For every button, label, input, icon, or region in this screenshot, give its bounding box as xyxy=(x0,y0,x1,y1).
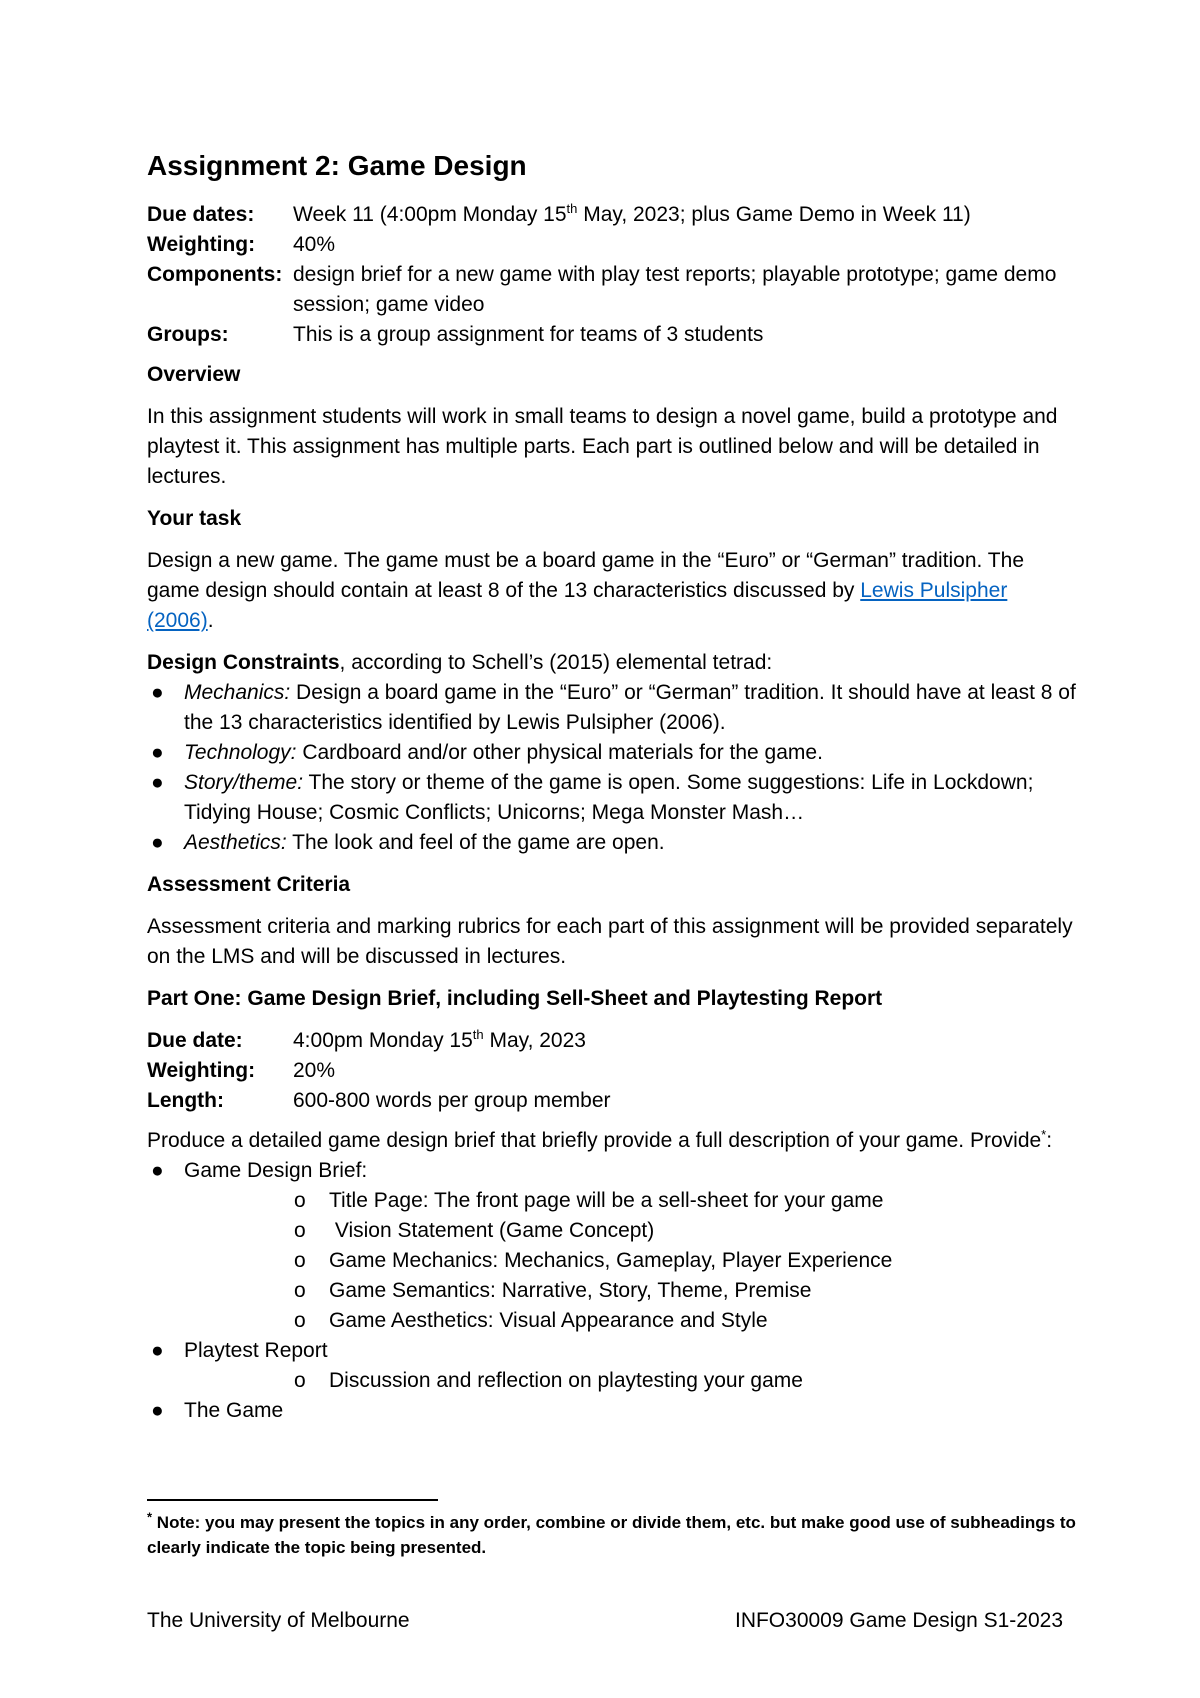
task-text: Design a new game. The game must be a board game in the “Euro” or “German” tradition. The game design should contain at least 8 of the 13 characteristics discussed by Lewis Pulsipher (2006). xyxy=(147,549,1024,632)
part-one-weighting-value: 20% xyxy=(293,1059,336,1082)
list-item: o Game Semantics: Narrative, Story, Theme, Premise xyxy=(184,1276,1077,1306)
constraints-heading: Design Constraints, according to Schell’s (2015) elemental tetrad: xyxy=(147,651,773,674)
playtest-sublist xyxy=(184,1366,1077,1396)
meta-row-due xyxy=(147,200,1077,230)
list-item: ● Game Design Brief: o Title Page: The front page will be a sell-sheet for your game o Vision Statement (Game Concept) o Game Mechanics: Mechanics, Gameplay, Player Experience o Game Semantics: Narrative, Story, Theme, Premise o Game Aesthetics: Visual Appearance and Style xyxy=(147,1156,1077,1336)
circle-bullet-icon: o xyxy=(294,1309,306,1332)
due-value: Week 11 (4:00pm Monday 15th May, 2023; plus Game Demo in Week 11) xyxy=(293,201,971,226)
components-label: Components: xyxy=(147,263,283,286)
part-one-weighting-row xyxy=(147,1056,1077,1086)
groups-label: Groups: xyxy=(147,323,229,346)
weighting-value: 40% xyxy=(293,233,336,256)
part-one-length-row xyxy=(147,1086,1077,1116)
part-one-meta xyxy=(147,1026,1077,1116)
list-item: o Game Mechanics: Mechanics, Gameplay, Player Experience xyxy=(184,1246,1077,1276)
list-item: o Game Aesthetics: Visual Appearance and Style xyxy=(184,1306,1077,1336)
constraints-list xyxy=(147,678,1077,858)
weighting-label: Weighting: xyxy=(147,233,256,256)
part-one-length-value: 600-800 words per group member xyxy=(293,1089,611,1112)
bullet-icon: ● xyxy=(151,1159,164,1182)
list-item: ● Mechanics: Design a board game in the “Euro” or “German” tradition. It should have at least 8 of the 13 characteristics identified by Lewis Pulsipher (2006). xyxy=(147,678,1077,738)
overview-heading: Overview xyxy=(147,363,241,386)
design-brief-sublist xyxy=(184,1186,1077,1336)
footer-university: The University of Melbourne xyxy=(147,1609,410,1632)
criteria-text: Assessment criteria and marking rubrics for each part of this assignment will be provided separately on the LMS and will be discussed in lectures. xyxy=(147,915,1073,968)
groups-value: This is a group assignment for teams of 3 students xyxy=(293,323,764,346)
circle-bullet-icon: o xyxy=(294,1189,306,1212)
meta-row-weighting xyxy=(147,230,1077,260)
bullet-icon: ● xyxy=(151,771,164,794)
circle-bullet-icon: o xyxy=(294,1369,306,1392)
list-item: ● Story/theme: The story or theme of the game is open. Some suggestions: Life in Lockdown; Tidying House; Cosmic Conflicts; Unicorns; Mega Monster Mash… xyxy=(147,768,1077,828)
part-one-length-label: Length: xyxy=(147,1089,224,1112)
part-one-due-row xyxy=(147,1026,1077,1056)
part-one-due-value: 4:00pm Monday 15th May, 2023 xyxy=(293,1027,586,1052)
circle-bullet-icon: o xyxy=(294,1279,306,1302)
bullet-icon: ● xyxy=(151,1339,164,1362)
due-label: Due dates: xyxy=(147,203,255,226)
list-item: o Vision Statement (Game Concept) xyxy=(184,1216,1077,1246)
circle-bullet-icon: o xyxy=(294,1219,306,1242)
criteria-heading: Assessment Criteria xyxy=(147,873,351,896)
circle-bullet-icon: o xyxy=(294,1249,306,1272)
footnote: * Note: you may present the topics in any order, combine or divide them, etc. but make good use of subheadings to clearly indicate the topic being presented. xyxy=(147,1509,1076,1557)
list-item: o Discussion and reflection on playtesting your game xyxy=(184,1366,1077,1396)
bullet-icon: ● xyxy=(151,681,164,704)
part-one-heading: Part One: Game Design Brief, including Sell-Sheet and Playtesting Report xyxy=(147,987,883,1010)
deliverables-list xyxy=(147,1156,1077,1426)
meta-row-groups xyxy=(147,320,1077,350)
pulsipher-link[interactable]: Lewis Pulsipher (2006) xyxy=(147,579,1008,632)
task-heading: Your task xyxy=(147,507,242,530)
meta-row-components xyxy=(147,260,1077,320)
overview-text: In this assignment students will work in small teams to design a novel game, build a prototype and playtest it. This assignment has multiple parts. Each part is outlined below and will be detailed in lectures. xyxy=(147,405,1058,488)
list-item: o Title Page: The front page will be a sell-sheet for your game xyxy=(184,1186,1077,1216)
assignment-meta xyxy=(147,200,1077,350)
list-item: ● The Game xyxy=(147,1396,1077,1426)
part-one-intro: Produce a detailed game design brief that briefly provide a full description of your game. Provide*: xyxy=(147,1127,1053,1152)
footnote-divider xyxy=(147,1499,438,1501)
bullet-icon: ● xyxy=(151,831,164,854)
page-content xyxy=(147,146,1077,1438)
footer-course: INFO30009 Game Design S1-2023 xyxy=(734,1609,1063,1632)
list-item: ● Technology: Cardboard and/or other physical materials for the game. xyxy=(147,738,1077,768)
bullet-icon: ● xyxy=(151,741,164,764)
page-title: Assignment 2: Game Design xyxy=(147,150,527,181)
list-item: ● Aesthetics: The look and feel of the game are open. xyxy=(147,828,1077,858)
list-item: ● Playtest Report o Discussion and reflection on playtesting your game xyxy=(147,1336,1077,1396)
part-one-weighting-label: Weighting: xyxy=(147,1059,256,1082)
bullet-icon: ● xyxy=(151,1399,164,1422)
components-value: design brief for a new game with play test reports; playable prototype; game demo session; game video xyxy=(293,263,1057,316)
part-one-due-label: Due date: xyxy=(147,1029,243,1052)
